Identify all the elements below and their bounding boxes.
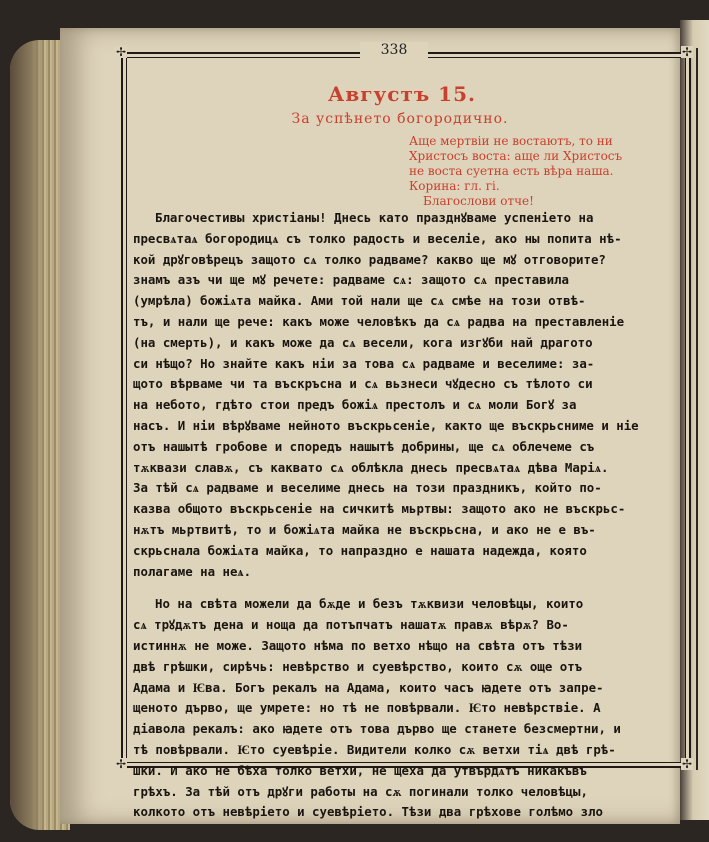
text-line: сѧ трꙋдѫтъ дена и ноща да потъпчатъ нашатѫ правѫ вѣрѫ? Во- — [133, 617, 569, 633]
text-line: щеното дърво, ще умрете: но тѣ не повѣрвали. Ѥто невѣрствiе. А — [133, 700, 601, 716]
text-line: тъ, и нали ще рече: какъ може человѣкъ да сѧ радва на преставленiе — [133, 313, 625, 329]
text-line: Но на свѣта можели да бѫде и безъ тѫквизи человѣцы, които — [155, 596, 584, 612]
text-line: кой дрꙋговѣрецъ защото сѧ толко радваме? какво ще мꙋ отговорите? — [133, 251, 606, 267]
text-line: казва общото въскрьсенiе на сичкитѣ мьртвы: защото ако не въскрьс- — [133, 501, 626, 517]
epigraph-blessing: Благослови отче! — [423, 194, 534, 208]
paragraph — [133, 594, 673, 823]
epigraph-line: Аще мертвiи не востаютъ, то ни — [409, 134, 613, 148]
text-line: нѫтъ мьртвитѣ, то и божiѧта майка не въскрьсна, и ако не е въ- — [133, 521, 596, 537]
text-line: щото вѣрваме чи та въскръсна и сѧ вьзнеси чꙋдесно съ тѣлото си — [133, 376, 593, 392]
text-line: тѣ повѣрвали. Ѥто суевѣрiе. Видители колко сѫ ветхи тiѧ двѣ грѣ- — [133, 741, 616, 757]
text-line: полагаме на неѧ. — [133, 563, 252, 579]
text-line: насъ. И нiи вѣрꙋваме нейното въскрьсенiе, както ще въскрьсниме и нiе — [133, 417, 639, 433]
feast-title: За успѣнето богородично. — [291, 111, 509, 127]
page-number: 338 — [360, 42, 428, 58]
paragraph — [133, 208, 673, 582]
epigraph-line: Христосъ воста: аще ли Христосъ — [409, 149, 623, 163]
sermon-text — [133, 208, 673, 823]
text-line: истиннѫ не може. Защото нѣма по ветхо нѣщо на свѣта отъ тѣзи — [133, 637, 583, 653]
book-spine-shadow — [10, 40, 45, 830]
text-line: скрьснала божiѧта майка, то напраздно е нашата надежда, която — [133, 542, 587, 558]
text-line: (умрѣла) божiѧта майка. Ами той нали ще сѧ смѣе на този отвѣ- — [133, 293, 586, 309]
epigraph-citation: Корина: гл. гi. — [409, 179, 500, 193]
text-line: колкото отъ невѣрiето и суевѣрiето. Тѣзи два грѣхове голѣмо зло — [133, 804, 603, 820]
text-line: Адама и Ѥва. Богъ рекалъ на Адама, които часъ ꙗдете отъ запре- — [133, 679, 604, 695]
corner-ornament-bottom-left: ✢ — [115, 757, 127, 771]
text-line: дiавола рекалъ: ако ꙗдете отъ това дърво ще станете безсмертни, и — [133, 721, 621, 737]
text-line: шки. И ако не бѣха толко ветхи, не щеха да утвърдѧтъ никакъвъ — [133, 762, 587, 778]
text-line: си нѣщо? Но знайте какъ нiи за това сѧ радваме и веселиме: за- — [133, 355, 595, 371]
text-line: (на смерть), и какъ може да сѧ весели, кога изгꙋби най драгото — [133, 334, 593, 350]
text-line: пресвѧтаѧ богородицѧ съ толко радость и веселiе, ако ны попита нѣ- — [133, 230, 622, 246]
corner-ornament-top-right: ✢ — [681, 45, 693, 59]
corner-ornament-top-left: ✢ — [115, 45, 127, 59]
text-line: За тѣй сѧ радваме и веселиме днесь на този праздникъ, който по- — [133, 480, 602, 496]
text-line: знамъ азъ чи ще мꙋ речете: радваме сѧ: защото сѧ преставила — [133, 272, 569, 288]
epigraph — [409, 134, 659, 209]
text-line: Благочестивы христiаны! Днесь като празднꙋваме успенiето на — [155, 210, 594, 225]
corner-ornament-bottom-right: ✢ — [681, 757, 693, 771]
epigraph-line: не воста суетна есть вѣра наша. — [409, 164, 614, 178]
date-heading: Августъ 15. — [328, 82, 476, 106]
text-line: грѣхъ. За тѣй отъ дрꙋги работы на сѫ погинали толко человѣцы, — [133, 783, 588, 799]
text-line: тѫквази славѫ, съ каквато сѧ облѣкла днесь пресвѧтаѧ дѣва Марiѧ. — [133, 459, 609, 475]
facing-page-rule — [696, 48, 699, 770]
text-line: отъ нашытѣ гробове и споредъ нашытѣ добрины, ще сѧ облечеме съ — [133, 438, 595, 454]
text-line: двѣ грѣшки, сирѣчь: невѣрство и суевѣрство, които сѫ още отъ — [133, 658, 583, 674]
text-line: на небото, гдѣто стои предъ божiѧ престолъ и сѧ моли Богꙋ за — [133, 397, 577, 413]
